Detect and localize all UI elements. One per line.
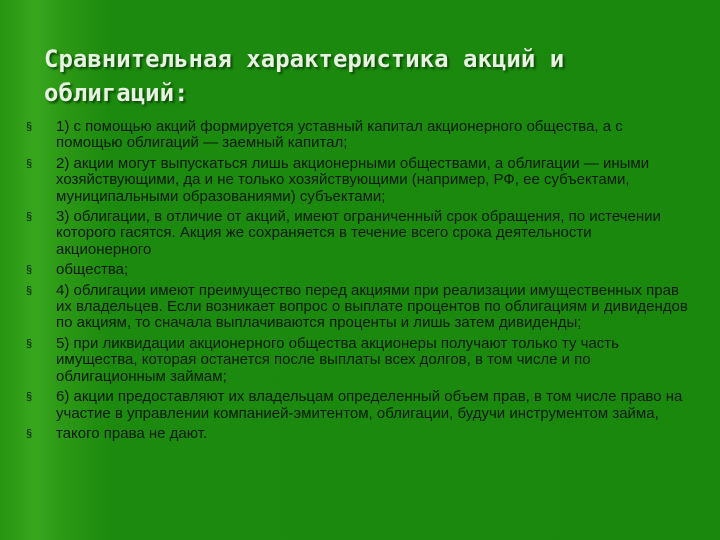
list-item [26, 262, 690, 278]
bullet-icon: § [26, 121, 33, 133]
bullet-icon: § [26, 337, 33, 350]
list-item [26, 336, 690, 385]
list-item-text: 4) облигации имеют преимущество перед акциями при реализации имущественных прав их владельцев. Если возникает вопрос о выплате процентов по облигациям и дивидендов по акциям, то сначала выплачиваются проценты и лишь затем дивиденды; [56, 281, 688, 332]
list-item-text: 6) акции предоставляют их владельцам определенный объем прав, в том числе право на участие в управлении компанией-эмитентом, облигации, будучи инструментом займа, [56, 388, 683, 422]
slide-title: Сравнительная характеристика акций и облигаций: [44, 45, 565, 107]
bullet-icon: § [26, 427, 33, 440]
list-item-text: такого права не дают. [56, 424, 208, 442]
list-item-text: общества; [56, 261, 129, 279]
list-item-text: 2) акции могут выпускаться лишь акционерными обществами, а облигации — иными хозяйствующими, да и не только хозяйствующими (например, РФ, ее субъектами, муниципальными образованиями) субъектами; [56, 154, 650, 205]
bullet-icon: § [26, 391, 33, 404]
list-item-text: 5) при ликвидации акционерного общества акционеры получают только ту часть имущества, которая останется после выплаты всех долгов, в том числе и по облигационным займам; [56, 334, 619, 385]
list-item [26, 156, 690, 205]
list-item [26, 389, 690, 422]
bullet-icon: § [26, 284, 33, 297]
list-item-text: 1) с помощью акций формируется уставный капитал акционерного общества, а с помощью облигаций — заемный капитал; [56, 118, 623, 152]
bullet-icon: § [26, 264, 33, 277]
bullet-icon: § [26, 157, 33, 170]
bullet-list [26, 119, 690, 446]
list-item [26, 209, 690, 258]
list-item [26, 426, 690, 442]
list-item [26, 119, 690, 152]
bullet-icon: § [26, 211, 33, 224]
list-item-text: 3) облигации, в отличие от акций, имеют ограниченный срок обращения, по истечении которого гасятся. Акция же сохраняется в течение всего срока деятельности акционерного [56, 208, 661, 258]
list-item [26, 283, 690, 332]
